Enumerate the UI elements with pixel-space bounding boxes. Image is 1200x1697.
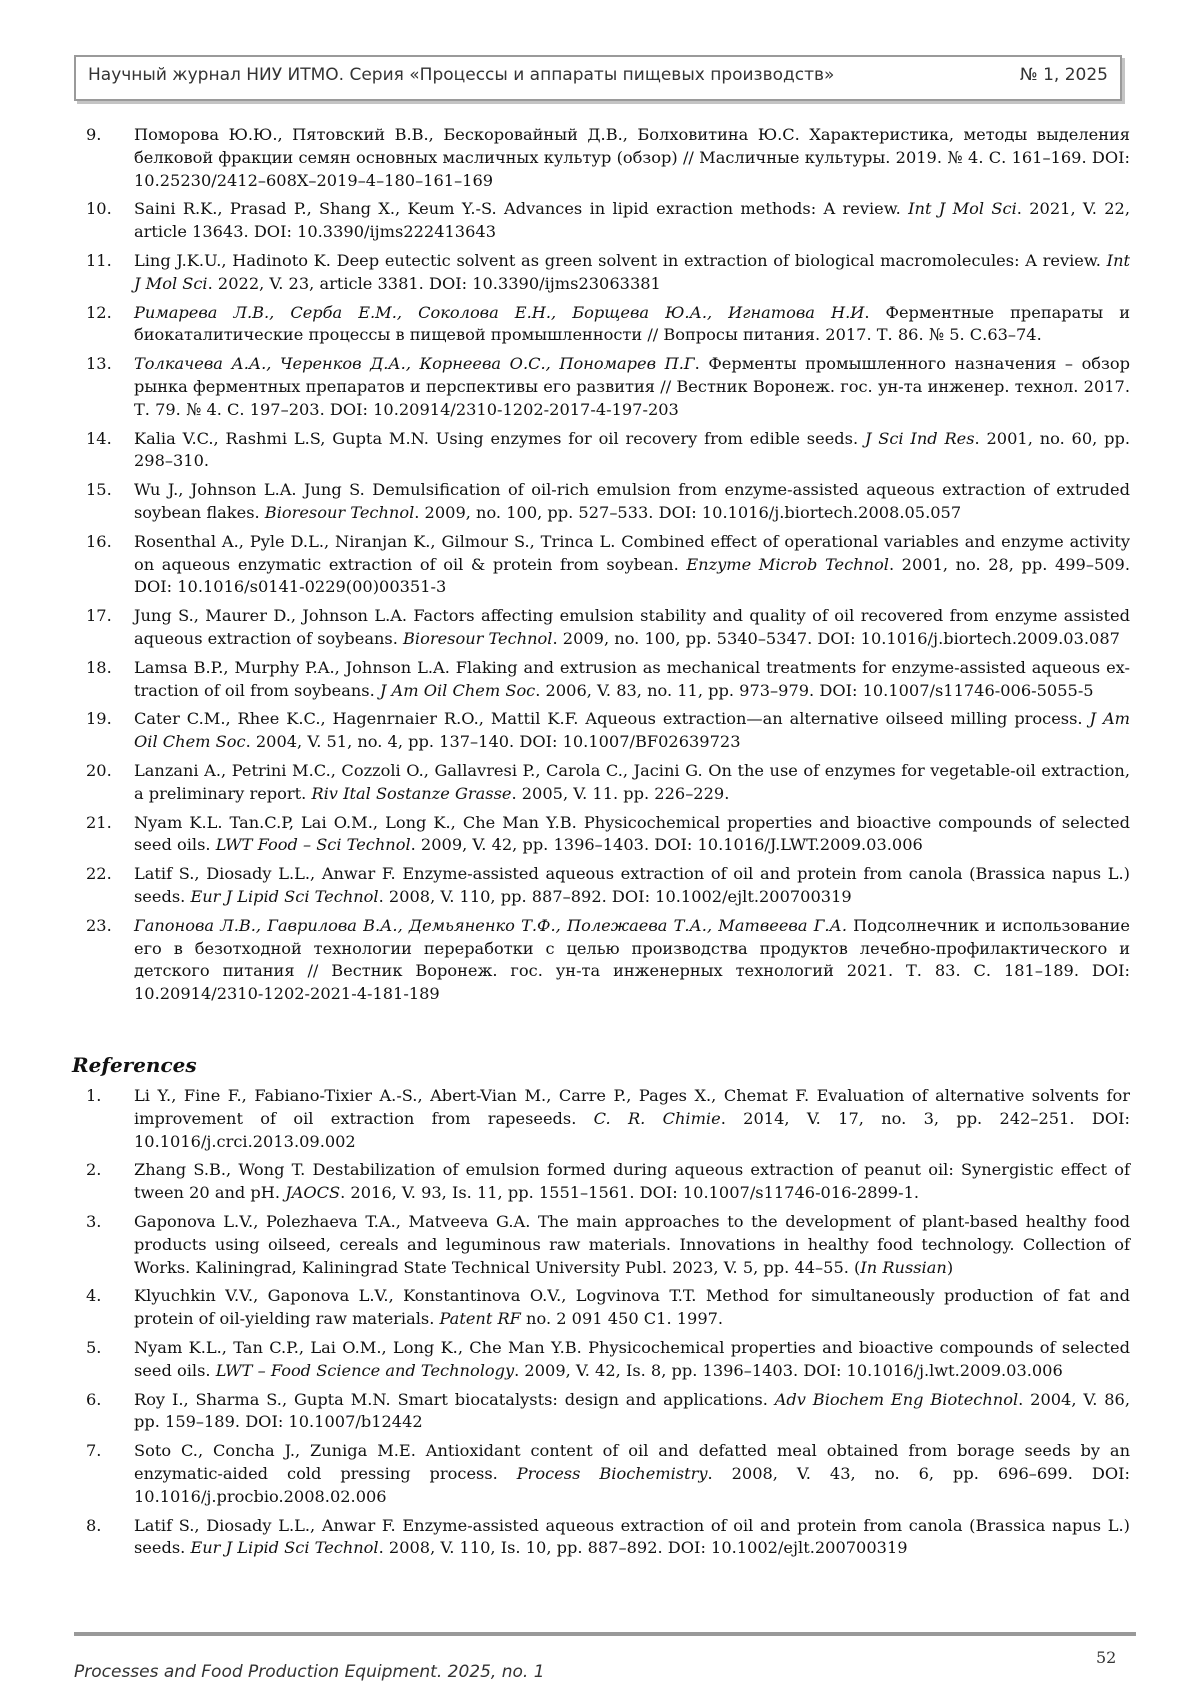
issue-number: № 1, 2025: [1020, 65, 1108, 85]
reference-italic-segment: Enzyme Microb Technol: [686, 554, 889, 574]
reference-item: [86, 531, 1130, 599]
reference-segment: . 2001, no. 60, pp. 298–310.: [134, 428, 1131, 471]
reference-segment: . 2009, V. 42, pp. 1396–1403. DOI: 10.1016/J.LWT.2009.03.006: [410, 835, 923, 855]
reference-number: 16.: [86, 531, 112, 551]
reference-number: 10.: [86, 199, 112, 219]
reference-item: [86, 657, 1130, 703]
reference-number: 15.: [86, 480, 112, 500]
reference-text: [134, 657, 1130, 703]
reference-item: [86, 479, 1130, 525]
reference-segment: Zhang S.B., Wong T. Destabilization of emulsion formed during aqueous extraction of peanut oil: Synergistic effect of tween 20 and pH.: [134, 1160, 1130, 1203]
reference-text: [134, 479, 1130, 525]
reference-italic-segment: Adv Biochem Eng Biotechnol: [774, 1389, 1019, 1409]
reference-segment: Lamsa B.P., Murphy P.A., Johnson L.A. Flaking and extrusion as mechanical treatments for enzyme-assisted aqueous ex-traction of oil from soybeans.: [134, 657, 1130, 700]
reference-segment: . 2021, V. 22, article 13643. DOI: 10.3390/ijms222413643: [134, 199, 1130, 242]
reference-item: [86, 708, 1130, 754]
reference-item: [86, 1285, 1130, 1331]
reference-italic-segment: Int J Mol Sci: [134, 250, 1130, 293]
reference-text: [134, 708, 1130, 754]
reference-italic-segment: Eur J Lipid Sci Technol: [190, 886, 379, 906]
reference-text: [134, 250, 1130, 296]
reference-item: [86, 812, 1130, 858]
journal-title: Научный журнал НИУ ИТМО. Серия «Процессы и аппараты пищевых производств»: [88, 65, 835, 85]
reference-segment: . 2009, V. 42, Is. 8, pp. 1396–1403. DOI: 10.1016/j.lwt.2009.03.006: [514, 1360, 1063, 1380]
reference-segment: Klyuchkin V.V., Gaponova L.V., Konstantinova O.V., Logvinova T.T. Method for simultaneously production of fat and protein of oil-yielding raw materials.: [134, 1286, 1130, 1329]
reference-number: 23.: [86, 915, 112, 935]
reference-text: [134, 915, 1130, 1006]
russian-reference-list: [86, 124, 1130, 1012]
reference-text: [134, 1211, 1130, 1279]
reference-number: 18.: [86, 657, 112, 677]
reference-italic-segment: Process Biochemistry: [516, 1463, 708, 1483]
reference-italic-segment: C. R. Chimie: [593, 1108, 721, 1128]
reference-text: [134, 1085, 1130, 1153]
reference-item: [86, 1159, 1130, 1205]
reference-segment: Li Y., Fine F., Fabiano-Tixier A.-S., Abert-Vian M., Carre P., Pages X., Chemat F. Evaluation of alternative solvents for improvement of oil extraction from rapeseeds.: [134, 1086, 1130, 1128]
reference-text: [134, 605, 1130, 651]
reference-segment: Nyam K.L. Tan.C.P, Lai O.M., Long K., Che Man Y.B. Physicochemical properties and bioactive compounds of selected seed oils.: [134, 812, 1130, 855]
reference-segment: Wu J., Johnson L.A. Jung S. Demulsification of oil-rich emulsion from enzyme-assisted aqueous extraction of extruded soybean flakes.: [134, 480, 1130, 522]
reference-item: [86, 1211, 1130, 1279]
reference-number: 19.: [86, 709, 112, 729]
reference-italic-segment: Patent RF: [439, 1309, 521, 1329]
reference-number: 1.: [86, 1086, 102, 1105]
reference-number: 14.: [86, 428, 112, 448]
reference-number: 9.: [86, 125, 102, 144]
reference-number: 22.: [86, 864, 112, 884]
reference-segment: . 2022, V. 23, article 3381. DOI: 10.3390/ijms23063381: [207, 273, 661, 293]
reference-number: 20.: [86, 760, 112, 780]
reference-segment: Rosenthal A., Pyle D.L., Niranjan K., Gilmour S., Trinca L. Combined effect of operational variables and enzyme activity on aqueous enzymatic extraction of oil & protein from soybean.: [134, 531, 1130, 574]
reference-item: [86, 428, 1130, 474]
reference-text: [134, 760, 1130, 806]
reference-segment: Cater C.M., Rhee K.C., Hagenrnaier R.O., Mattil K.F. Aqueous extraction—an alternative oilseed milling process.: [134, 709, 1090, 729]
reference-item: [86, 198, 1130, 244]
footer-journal: Processes and Food Production Equipment. 2025, no. 1: [74, 1662, 545, 1682]
reference-text: [134, 428, 1130, 474]
reference-italic-segment: LWT Food – Sci Technol: [215, 835, 411, 855]
reference-segment: Подсолнечник и использование его в безотходной технологии переработки с целью производства продуктов лечебно-профилактического и детского питания // Вестник Воронеж. гос. ун-та инженерных технологий 2021. Т. 83. С. 181–189. DOI: 10.20914/2310-1202-2021-4-181-189: [134, 915, 1130, 1004]
reference-text: [134, 302, 1130, 348]
reference-text: [134, 1159, 1130, 1205]
reference-segment: . 2006, V. 83, no. 11, pp. 973–979. DOI: 10.1007/s11746-006-5055-5: [535, 680, 1094, 700]
reference-item: [86, 1085, 1130, 1153]
reference-item: [86, 250, 1130, 296]
reference-segment: Ling J.K.U., Hadinoto K. Deep eutectic solvent as green solvent in extraction of biological macromolecules: A review.: [134, 250, 1107, 270]
reference-segment: Поморова Ю.Ю., Пятовский В.В., Бескоровайный Д.В., Болховитина Ю.С. Характеристика, методы выделения белковой фракции семян основных масличных культур (обзор) // Масличные культуры. 2019. № 4. С. 161–169. DOI: 10.25230/2412–608X–2019–4–180–161–169: [134, 125, 1130, 190]
reference-italic-segment: Riv Ital Sostanze Grasse: [311, 783, 512, 803]
reference-number: 5.: [86, 1337, 102, 1357]
reference-item: [86, 1515, 1130, 1561]
reference-segment: . 2016, V. 93, Is. 11, pp. 1551–1561. DOI: 10.1007/s11746-016-2899-1.: [340, 1183, 920, 1203]
reference-text: [134, 198, 1130, 244]
reference-item: [86, 124, 1130, 192]
footer-divider: [74, 1632, 1136, 1636]
reference-text: [134, 1389, 1130, 1435]
reference-segment: Lanzani A., Petrini M.C., Cozzoli O., Gallavresi P., Carola C., Jacini G. On the use of enzymes for vegetable-oil extraction, a preliminary report.: [134, 760, 1130, 803]
reference-segment: . 2004, V. 51, no. 4, pp. 137–140. DOI: 10.1007/BF02639723: [245, 732, 741, 752]
reference-italic-segment: Гапонова Л.В., Гаврилова В.А., Демьяненко Т.Ф., Полежаева Т.А., Матвеева Г.А.: [134, 915, 847, 935]
reference-number: 7.: [86, 1441, 102, 1461]
reference-segment: . Ферментные препараты и биокаталитические процессы в пищевой промышленности // Вопросы питания. 2017. Т. 86. № 5. С.63–74.: [134, 302, 1130, 345]
reference-number: 11.: [86, 250, 112, 270]
reference-item: [86, 605, 1130, 651]
reference-segment: . 2009, no. 100, pp. 527–533. DOI: 10.1016/j.biortech.2008.05.057: [414, 502, 962, 522]
reference-segment: . Ферменты промышленного назначения – обзор рынка ферментных препаратов и перспективы его развития // Вестник Воронеж. гос. ун-та инженер. технол. 2017. Т. 79. № 4. С. 197–203. DOI: 10.20914/2310-1202-2017-4-197-203: [134, 354, 1130, 419]
reference-item: [86, 863, 1130, 909]
reference-text: [134, 353, 1130, 421]
reference-text: [134, 1515, 1130, 1561]
reference-segment: . 2008, V. 110, pp. 887–892. DOI: 10.1002/ejlt.200700319: [378, 886, 852, 906]
reference-number: 4.: [86, 1286, 102, 1306]
reference-segment: ): [946, 1257, 954, 1277]
reference-italic-segment: J Sci Ind Res: [864, 428, 975, 448]
reference-segment: Nyam K.L., Tan C.P., Lai O.M., Long K., Che Man Y.B. Physicochemical properties and bioactive compounds of selected seed oils.: [134, 1337, 1130, 1380]
reference-segment: . 2001, no. 28, pp. 499–509. DOI: 10.1016/s0141-0229(00)00351-3: [134, 554, 1130, 597]
reference-italic-segment: Eur J Lipid Sci Technol: [190, 1538, 379, 1558]
reference-text: [134, 124, 1130, 192]
reference-segment: no. 2 091 450 C1. 1997.: [520, 1309, 724, 1329]
reference-item: [86, 302, 1130, 348]
references-heading: References: [72, 1053, 197, 1077]
reference-italic-segment: Bioresour Technol: [403, 628, 553, 648]
reference-segment: . 2014, V. 17, no. 3, pp. 242–251. DOI: 10.1016/j.crci.2013.09.002: [134, 1108, 1130, 1151]
reference-segment: . 2004, V. 86, pp. 159–189. DOI: 10.1007/b12442: [134, 1389, 1130, 1432]
reference-italic-segment: Int J Mol Sci: [908, 199, 1017, 219]
reference-number: 8.: [86, 1515, 102, 1535]
reference-segment: Roy I., Sharma S., Gupta M.N. Smart biocatalysts: design and applications.: [134, 1389, 775, 1409]
reference-segment: Gaponova L.V., Polezhaeva T.A., Matveeva G.A. The main approaches to the development of plant-based healthy food products using oilseed, cereals and leguminous raw materials. Innovations in healthy food technology. Collection of Works. Kaliningrad, Kaliningrad State Technical University Publ. 2023, V. 5, pp. 44–55. (: [134, 1211, 1130, 1277]
reference-segment: . 2009, no. 100, pp. 5340–5347. DOI: 10.1016/j.biortech.2009.03.087: [552, 628, 1120, 648]
reference-number: 13.: [86, 354, 112, 374]
reference-segment: Soto C., Concha J., Zuniga M.E. Antioxidant content of oil and defatted meal obtained from borage seeds by an enzymatic-aided cold pressing process.: [134, 1441, 1130, 1483]
reference-text: [134, 1440, 1130, 1508]
reference-italic-segment: Толкачева А.А., Черенков Д.А., Корнеева О.С., Пономарев П.Г: [134, 354, 695, 374]
reference-italic-segment: In Russian: [860, 1257, 947, 1277]
page-number: 52: [1096, 1648, 1117, 1667]
reference-segment: Jung S., Maurer D., Johnson L.A. Factors affecting emulsion stability and quality of oil recovered from enzyme assisted aqueous extraction of soybeans.: [134, 606, 1130, 648]
reference-number: 21.: [86, 812, 112, 832]
reference-segment: Kalia V.C., Rashmi L.S, Gupta M.N. Using enzymes for oil recovery from edible seeds.: [134, 428, 865, 448]
reference-number: 12.: [86, 302, 112, 322]
reference-number: 6.: [86, 1389, 102, 1409]
reference-item: [86, 915, 1130, 1006]
reference-number: 17.: [86, 606, 112, 626]
reference-italic-segment: Римарева Л.В., Серба Е.М., Соколова Е.Н., Борщева Ю.А., Игнатова Н.И: [134, 302, 865, 322]
reference-number: 3.: [86, 1211, 102, 1231]
reference-italic-segment: Bioresour Technol: [264, 502, 415, 522]
page-header: [74, 55, 1122, 101]
reference-segment: . 2005, V. 11. pp. 226–229.: [511, 783, 730, 803]
reference-text: [134, 1285, 1130, 1331]
reference-segment: Latif S., Diosady L.L., Anwar F. Enzyme-assisted aqueous extraction of oil and protein from canola (Brassica napus L.) seeds.: [134, 1515, 1130, 1558]
reference-item: [86, 1389, 1130, 1435]
reference-segment: Latif S., Diosady L.L., Anwar F. Enzyme-assisted aqueous extraction of oil and protein from canola (Brassica napus L.) seeds.: [134, 864, 1130, 906]
reference-item: [86, 1337, 1130, 1383]
reference-segment: . 2008, V. 110, Is. 10, pp. 887–892. DOI: 10.1002/ejlt.200700319: [378, 1538, 908, 1558]
reference-text: [134, 863, 1130, 909]
reference-segment: . 2008, V. 43, no. 6, pp. 696–699. DOI: 10.1016/j.procbio.2008.02.006: [134, 1463, 1130, 1506]
reference-item: [86, 760, 1130, 806]
reference-item: [86, 1440, 1130, 1508]
reference-number: 2.: [86, 1160, 102, 1180]
english-reference-list: [86, 1085, 1130, 1566]
reference-segment: Saini R.K., Prasad P., Shang X., Keum Y.-S. Advances in lipid exraction methods: A review.: [134, 199, 909, 219]
reference-italic-segment: LWT – Food Science and Technology: [215, 1360, 515, 1380]
reference-italic-segment: J Am Oil Chem Soc: [134, 709, 1130, 752]
reference-text: [134, 531, 1130, 599]
reference-text: [134, 1337, 1130, 1383]
reference-italic-segment: JAOCS: [285, 1183, 341, 1203]
reference-text: [134, 812, 1130, 858]
reference-item: [86, 353, 1130, 421]
reference-italic-segment: J Am Oil Chem Soc: [379, 680, 536, 700]
